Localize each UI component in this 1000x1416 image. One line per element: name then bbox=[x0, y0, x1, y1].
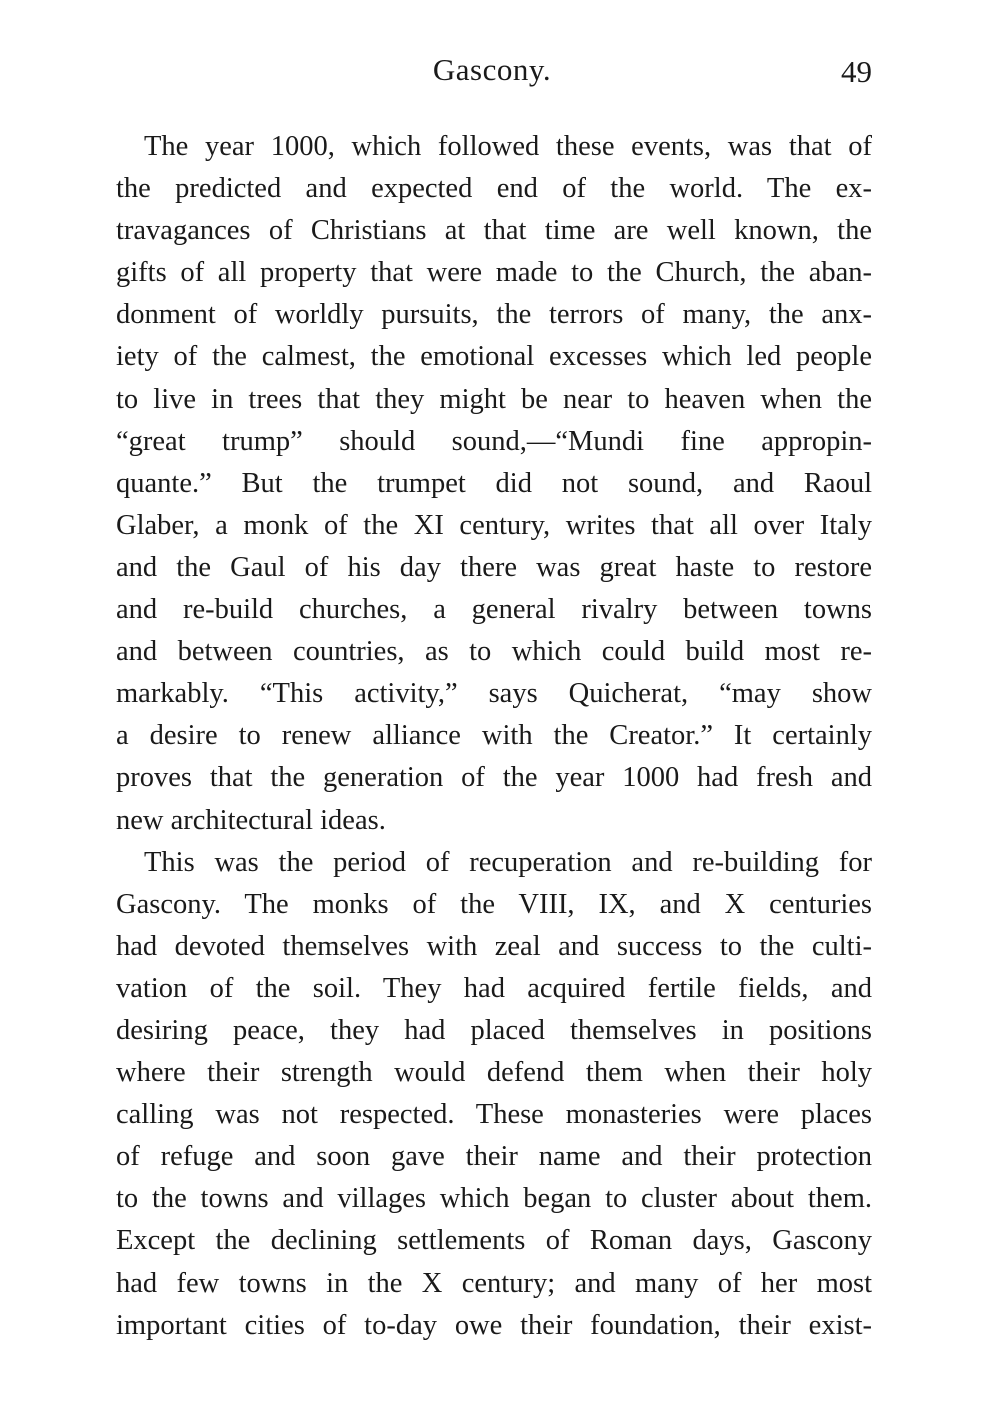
text-line: markably. “This activity,” says Quicherat, “may show bbox=[116, 678, 872, 710]
text-line: travagances of Christians at that time are well known, the bbox=[116, 215, 872, 247]
text-line: and re-build churches, a general rivalry between towns bbox=[116, 594, 872, 626]
text-line: the predicted and expected end of the world. The ex- bbox=[116, 173, 872, 205]
running-title: Gascony. bbox=[432, 52, 552, 87]
text-line: “great trump” should sound,—“Mundi fine appropin- bbox=[116, 425, 872, 457]
page-number: 49 bbox=[841, 54, 872, 89]
text-line: to the towns and villages which began to cluster about them. bbox=[116, 1183, 872, 1215]
text-line: desiring peace, they had placed themselves in positions bbox=[116, 1014, 872, 1046]
text-line: new architectural ideas. bbox=[116, 804, 386, 836]
text-line: a desire to renew alliance with the Creator.” It certainly bbox=[116, 720, 872, 752]
text-line: gifts of all property that were made to the Church, the aban- bbox=[116, 257, 872, 289]
text-line: of refuge and soon gave their name and their protection bbox=[116, 1141, 872, 1173]
text-line: important cities of to-day owe their foundation, their exist- bbox=[116, 1309, 872, 1341]
running-head bbox=[112, 52, 872, 96]
text-line: The year 1000, which followed these events, was that of bbox=[144, 131, 872, 162]
text-line: iety of the calmest, the emotional excesses which led people bbox=[116, 341, 872, 373]
text-line: donment of worldly pursuits, the terrors of many, the anx- bbox=[116, 299, 872, 331]
paragraph-2 bbox=[116, 842, 872, 1347]
text-line: to live in trees that they might be near to heaven when the bbox=[116, 383, 872, 415]
text-line: Gascony. The monks of the VIII, IX, and X centuries bbox=[116, 888, 872, 920]
text-line: where their strength would defend them when their holy bbox=[116, 1057, 872, 1089]
text-line: Except the declining settlements of Roman days, Gascony bbox=[116, 1225, 872, 1257]
text-line: had devoted themselves with zeal and success to the culti- bbox=[116, 930, 872, 962]
text-line: quante.” But the trumpet did not sound, and Raoul bbox=[116, 467, 872, 499]
text-line: and between countries, as to which could build most re- bbox=[116, 636, 872, 668]
text-line: This was the period of recuperation and re-building for bbox=[144, 846, 872, 878]
text-line: and the Gaul of his day there was great haste to restore bbox=[116, 551, 872, 583]
text-line: Glaber, a monk of the XI century, writes that all over Italy bbox=[116, 509, 872, 541]
text-line: proves that the generation of the year 1000 had fresh and bbox=[116, 762, 872, 794]
text-line: had few towns in the X century; and many of her most bbox=[116, 1267, 872, 1299]
text-line: calling was not respected. These monasteries were places bbox=[116, 1099, 872, 1131]
text-line: vation of the soil. They had acquired fertile fields, and bbox=[116, 972, 872, 1004]
paragraph-1 bbox=[116, 126, 872, 842]
body-text bbox=[116, 126, 872, 1347]
